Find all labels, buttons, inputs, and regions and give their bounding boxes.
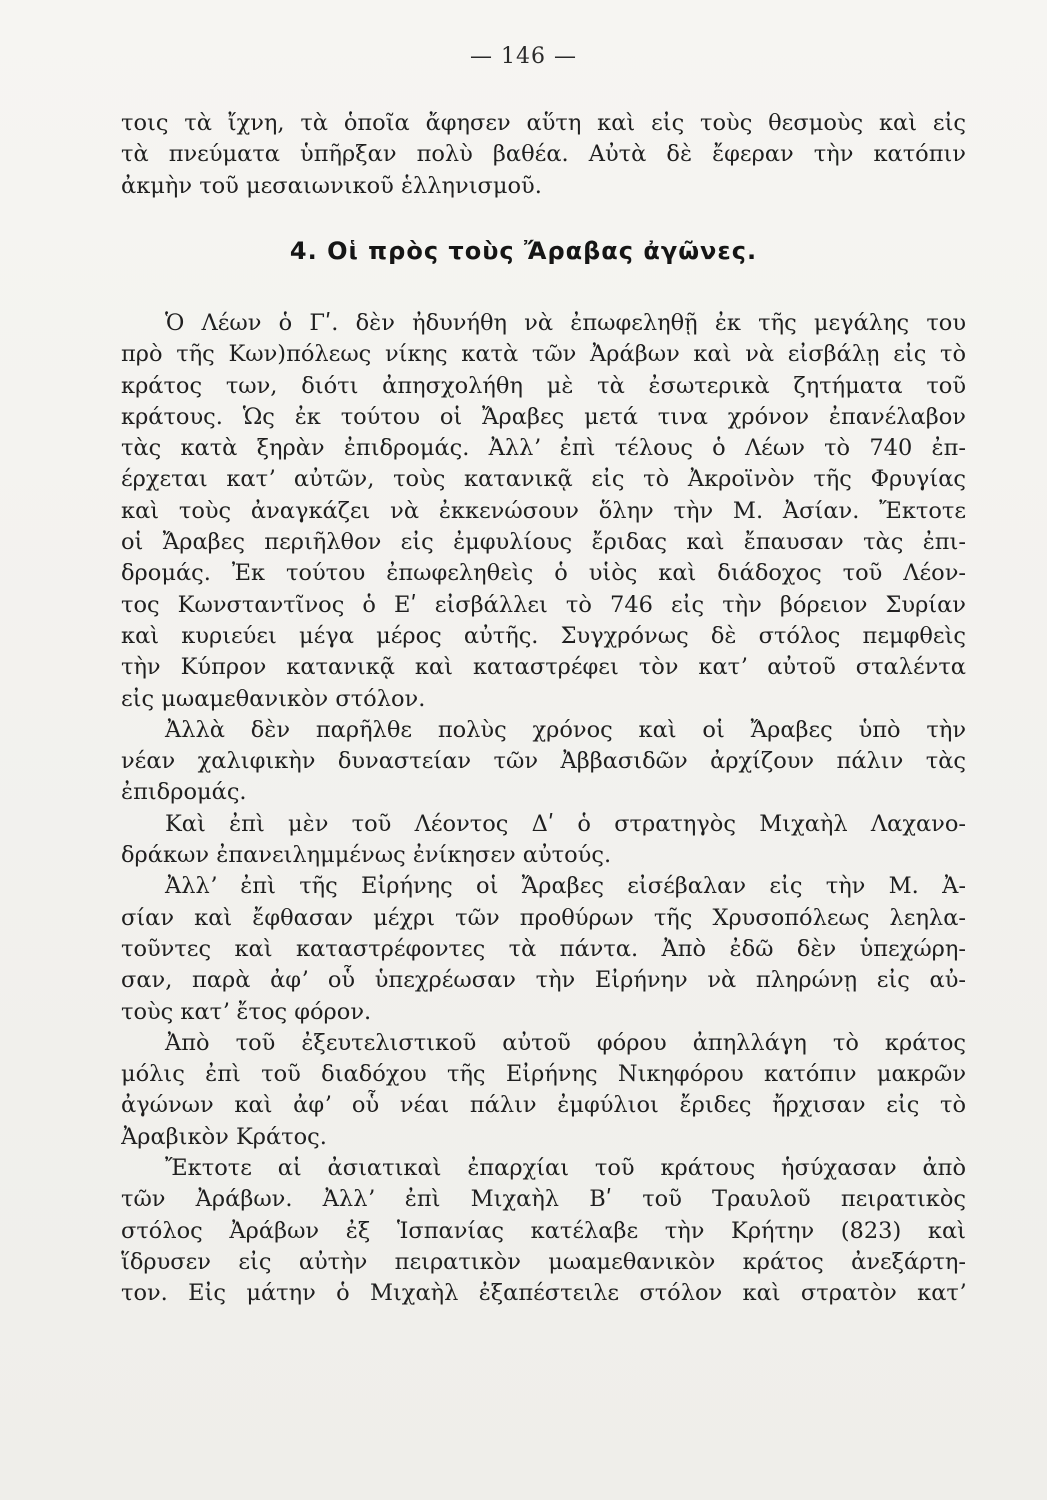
text-line: τος Κωνσταντῖνος ὁ Εʹ εἰσβάλλει τὸ 746 εἰς τὴν βόρειον Συρίαν bbox=[121, 591, 966, 618]
text-line: τὰς κατὰ ξηρὰν ἐπιδρομάς. Ἀλλʼ ἐπὶ τέλους ὁ Λέων τὸ 740 ἐπ- bbox=[121, 435, 966, 462]
text-line: Ἀραβικὸν Κράτος. bbox=[121, 1123, 327, 1150]
text-line: τὰ πνεύματα ὑπῆρξαν πολὺ βαθέα. Αὐτὰ δὲ ἔφεραν τὴν κατόπιν bbox=[121, 141, 966, 168]
text-line: ἐπιδρομάς. bbox=[121, 779, 247, 806]
body-text bbox=[121, 308, 966, 1310]
text-line: μόλις ἐπὶ τοῦ διαδόχου τῆς Εἰρήνης Νικηφόρου κατόπιν μακρῶν bbox=[121, 1061, 966, 1088]
page-number: — 146 — bbox=[470, 44, 577, 69]
text-line: στόλος Ἀράβων ἐξ Ἱσπανίας κατέλαβε τὴν Κρήτην (823) καὶ bbox=[121, 1217, 966, 1244]
text-line: τοὺς κατʼ ἔτος φόρον. bbox=[121, 998, 372, 1025]
text-line: δρομάς. Ἐκ τούτου ἐπωφεληθεὶς ὁ υἱὸς καὶ διάδοχος τοῦ Λέον- bbox=[121, 560, 966, 587]
text-line: οἱ Ἄραβες περιῆλθον εἰς ἐμφυλίους ἔριδας καὶ ἔπαυσαν τὰς ἐπι- bbox=[121, 529, 966, 556]
text-line: εἰς μωαμεθανικὸν στόλον. bbox=[121, 685, 426, 712]
text-line: ἀκμὴν τοῦ μεσαιωνικοῦ ἑλληνισμοῦ. bbox=[121, 172, 542, 199]
text-line: πρὸ τῆς Κων)πόλεως νίκης κατὰ τῶν Ἀράβων καὶ νὰ εἰσβάλῃ εἰς τὸ bbox=[121, 341, 966, 368]
text-line: τον. Εἰς μάτην ὁ Μιχαὴλ ἐξαπέστειλε στόλον καὶ στρατὸν κατʼ bbox=[121, 1280, 966, 1307]
text-line: καὶ τοὺς ἀναγκάζει νὰ ἐκκενώσουν ὅλην τὴν Μ. Ἀσίαν. Ἔκτοτε bbox=[121, 497, 966, 524]
text-line: τοῦντες καὶ καταστρέφοντες τὰ πάντα. Ἀπὸ ἐδῶ δὲν ὑπεχώρη- bbox=[121, 935, 966, 962]
text-line: τὴν Κύπρον κατανικᾷ καὶ καταστρέφει τὸν κατʼ αὐτοῦ σταλέντα bbox=[121, 654, 966, 681]
text-line: κράτους. Ὡς ἐκ τούτου οἱ Ἄραβες μετά τινα χρόνον ἐπανέλαβον bbox=[121, 403, 966, 430]
text-line: Ἀλλʼ ἐπὶ τῆς Εἰρήνης οἱ Ἄραβες εἰσέβαλαν εἰς τὴν Μ. Ἀ- bbox=[165, 873, 966, 900]
text-line: σίαν καὶ ἔφθασαν μέχρι τῶν προθύρων τῆς Χρυσοπόλεως λεηλα- bbox=[121, 904, 966, 931]
text-line: δράκων ἐπανειλημμένως ἐνίκησεν αὐτούς. bbox=[121, 842, 612, 869]
text-line: Ὁ Λέων ὁ Γʹ. δὲν ἠδυνήθη νὰ ἐπωφεληθῇ ἐκ τῆς μεγάλης του bbox=[165, 310, 966, 336]
section-heading: 4. Οἱ πρὸς τοὺς Ἄραβας ἀγῶνες. bbox=[289, 237, 758, 265]
text-line: Ἀπὸ τοῦ ἐξευτελιστικοῦ αὐτοῦ φόρου ἀπηλλάγη τὸ κράτος bbox=[165, 1029, 966, 1056]
text-line: Καὶ ἐπὶ μὲν τοῦ Λέοντος Δʹ ὁ στρατηγὸς Μιχαὴλ Λαχανο- bbox=[165, 810, 966, 837]
text-line: τῶν Ἀράβων. Ἀλλʼ ἐπὶ Μιχαὴλ Βʹ τοῦ Τραυλοῦ πειρατικὸς bbox=[121, 1186, 966, 1213]
intro-paragraph bbox=[121, 108, 966, 202]
text-line: έρχεται κατʼ αὐτῶν, τοὺς κατανικᾷ εἰς τὸ Ἀκροϊνὸν τῆς Φρυγίας bbox=[121, 466, 966, 493]
text-line: Ἔκτοτε αἱ ἀσιατικαὶ ἐπαρχίαι τοῦ κράτους ἡσύχασαν ἀπὸ bbox=[165, 1155, 966, 1182]
text-line: Ἀλλὰ δὲν παρῆλθε πολὺς χρόνος καὶ οἱ Ἄραβες ὑπὸ τὴν bbox=[165, 716, 966, 743]
text-line: σαν, παρὰ ἀφʼ οὗ ὑπεχρέωσαν τὴν Εἰρήνην νὰ πληρώνῃ εἰς αὐ- bbox=[121, 967, 966, 994]
text-line: καὶ κυριεύει μέγα μέρος αὐτῆς. Συγχρόνως δὲ στόλος πεμφθεὶς bbox=[121, 622, 966, 649]
text-line: κράτος των, διότι ἀπησχολήθη μὲ τὰ ἐσωτερικὰ ζητήματα τοῦ bbox=[121, 372, 966, 399]
text-line: νέαν χαλιφικὴν δυναστείαν τῶν Ἀββασιδῶν ἀρχίζουν πάλιν τὰς bbox=[121, 748, 966, 775]
text-line: τοις τὰ ἴχνη, τὰ ὁποῖα ἄφησεν αὕτη καὶ εἰς τοὺς θεσμοὺς καὶ εἰς bbox=[121, 110, 966, 136]
text-line: ἵδρυσεν εἰς αὐτὴν πειρατικὸν μωαμεθανικὸν κράτος ἀνεξάρτη- bbox=[121, 1248, 966, 1275]
text-line: ἀγώνων καὶ ἀφʼ οὗ νέαι πάλιν ἐμφύλιοι ἔριδες ἤρχισαν εἰς τὸ bbox=[121, 1092, 966, 1119]
